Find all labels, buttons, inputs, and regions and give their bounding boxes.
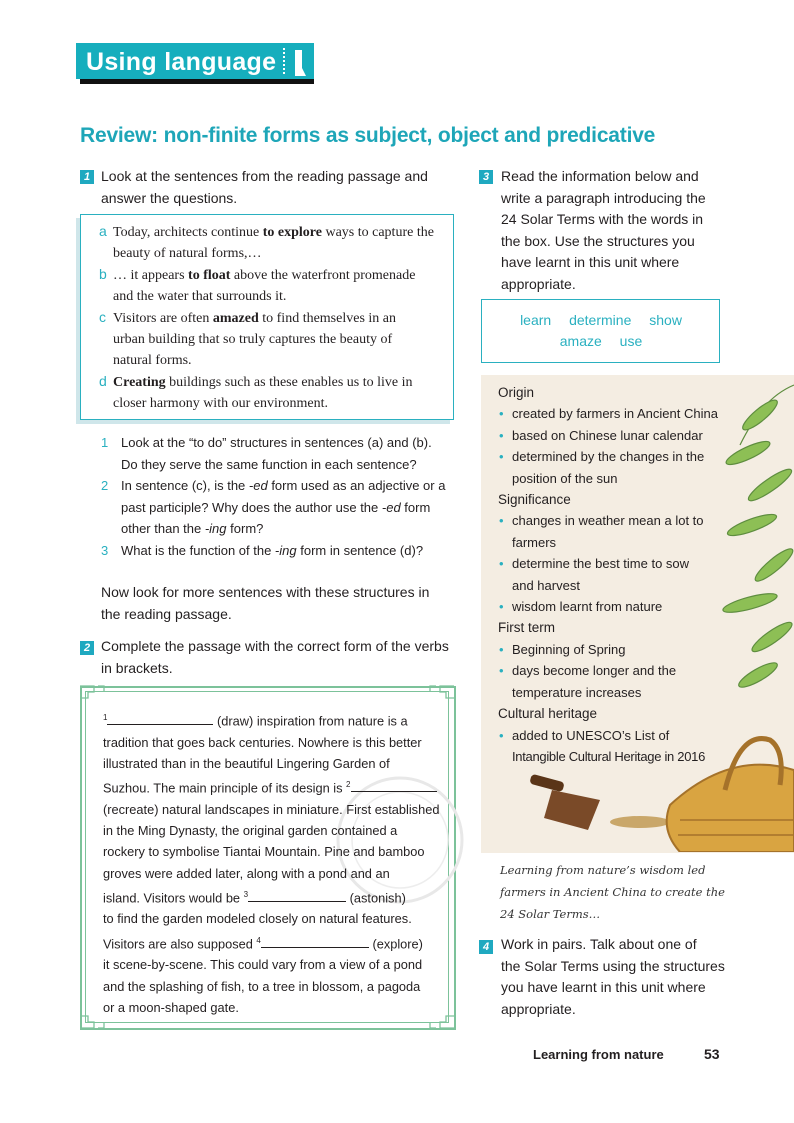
blank-2[interactable] xyxy=(351,777,437,792)
blank-4[interactable] xyxy=(261,933,369,948)
word-amaze: amaze xyxy=(559,333,602,349)
header-divider xyxy=(283,48,285,74)
question-2: 2 In sentence (c), is the -ed form used as an adjective or a xyxy=(101,478,446,493)
exercise-2-number: 2 xyxy=(80,641,94,655)
footer-unit-title: Learning from nature xyxy=(533,1047,664,1062)
exercise-1-number: 1 xyxy=(80,170,94,184)
first-term-heading: First term xyxy=(498,620,555,636)
bookmark-icon xyxy=(293,50,307,76)
word-show: show xyxy=(649,312,682,328)
example-sentence-d: d Creating buildings such as these enables us to live in xyxy=(99,373,413,390)
section-title: Using language xyxy=(86,48,277,76)
example-sentence-a: a Today, architects continue to explore ways to capture the xyxy=(99,223,434,240)
exercise-3-instruction: Read the information below and write a paragraph introducing the 24 Solar Terms with the words in the box. Use the structures you have learnt in this unit where appropriate. xyxy=(501,168,706,292)
exercise-3-number: 3 xyxy=(479,170,493,184)
example-sentence-b: b … it appears to float above the waterfront promenade xyxy=(99,266,416,283)
example-sentence-a: beauty of natural forms,… xyxy=(113,246,262,261)
example-sentences xyxy=(99,221,449,414)
word-learn: learn xyxy=(520,312,552,328)
passage-text: $^1$ (draw) inspiration from nature is a tradition that goes back centuries. Nowhere is this better illustrated than in the beautiful Lingering Garden of Suzhou. The main principle of its design is $^2$ (recreate) natural landscapes in miniature. First established in the Ming Dynasty, the original garden contained a rockery to symbolise Tiantai Mountain. Pine and bamboo groves were added later, along with a pond and an island. Visitors would be $^3$ (astonish) to find the garden modeled closely on natural features. Visitors are also supposed $^4$ (explore) it scene-by-scene. This could vary from a view of a pond and the splashing of fish, to a tree in blossom, a pagoda or a moon-shaped gate. xyxy=(103,707,443,1018)
solar-terms-info: Origin • created by farmers in Ancient China • based on Chinese lunar calendar • determined by the changes in the position of the sun Significance • changes in weather mean a lot to farmers • determine the best time to sow and harvest • wisdom learnt from nature First term • Beginning of Spring • days become longer and the temperature increases Cultural heritage • added to UNESCO’s List of Intangible Cultural Heritage in 2016 xyxy=(498,382,728,767)
question-list xyxy=(101,432,451,561)
example-sentence-d: closer harmony with our environment. xyxy=(113,396,329,411)
origin-heading: Origin xyxy=(498,385,535,400)
example-sentence-c: urban building that so truly captures the beauty of xyxy=(113,332,393,347)
example-sentence-b: and the water that surrounds it. xyxy=(113,289,287,304)
example-sentence-c: c Visitors are often amazed to find themselves in an xyxy=(99,309,397,326)
page-number: 53 xyxy=(704,1046,720,1062)
exercise-2-instruction: Complete the passage with the correct form of the verbs in brackets. xyxy=(101,638,449,676)
review-title: Review: non-finite forms as subject, object and predicative xyxy=(80,124,656,147)
exercise-4-instruction: Work in pairs. Talk about one of the Solar Terms using the structures you have learnt in this unit where appropriate. xyxy=(501,936,725,1017)
image-caption: Learning from nature’s wisdom led farmers in Ancient China to create the 24 Solar Terms… xyxy=(500,863,725,921)
word-determine: determine xyxy=(569,312,632,328)
significance-heading: Significance xyxy=(498,492,571,508)
word-list xyxy=(481,310,721,352)
exercise-4-number: 4 xyxy=(479,940,493,954)
question-2: past participle? Why does the author use the -ed form xyxy=(121,499,431,515)
question-3: 3 What is the function of the -ing form in sentence (d)? xyxy=(101,542,424,558)
heritage-heading: Cultural heritage xyxy=(498,706,598,722)
blank-1[interactable] xyxy=(107,710,213,725)
exercise-1-instruction: Look at the sentences from the reading passage and answer the questions. xyxy=(101,168,428,206)
example-sentence-c: natural forms. xyxy=(113,353,192,368)
question-2: other than the -ing form? xyxy=(121,521,264,536)
exercise-1-followup: Now look for more sentences with these structures in the reading passage. xyxy=(101,584,430,622)
question-1: 1 Look at the “to do” structures in sentences (a) and (b). xyxy=(101,435,432,450)
blank-3[interactable] xyxy=(248,887,346,902)
question-1: Do they serve the same function in each sentence? xyxy=(121,456,417,472)
word-use: use xyxy=(619,333,643,349)
